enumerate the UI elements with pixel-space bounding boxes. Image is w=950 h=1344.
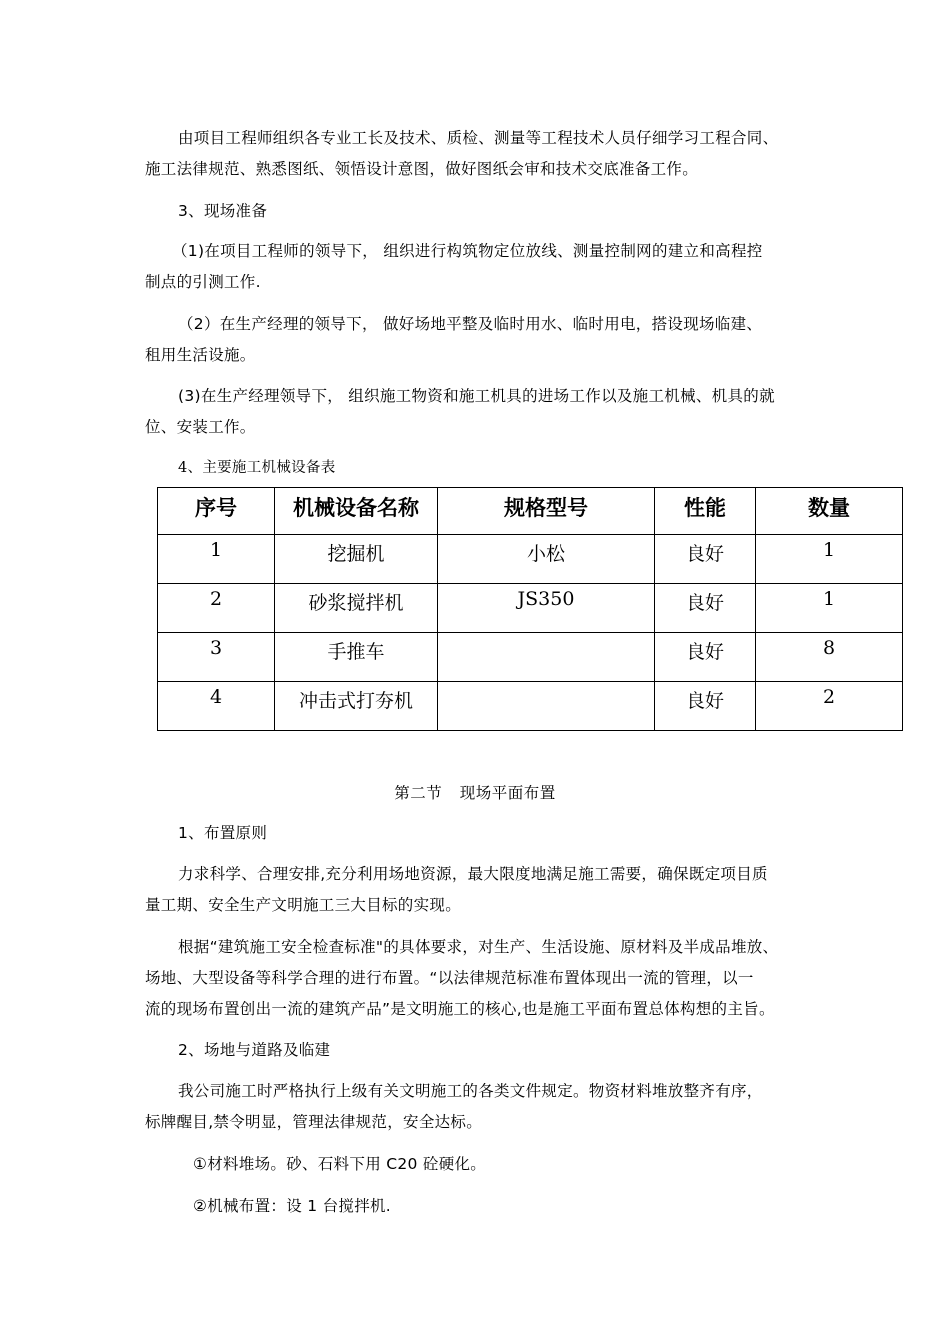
table-cell: 1	[158, 535, 275, 584]
column-header: 数量	[756, 488, 903, 535]
table-cell: 小松	[438, 535, 655, 584]
table-cell: 2	[756, 682, 903, 731]
table-row	[158, 633, 903, 682]
paragraph-line: 由项目工程师组织各专业工长及技术、质检、测量等工程技术人员仔细学习工程合同、	[178, 129, 779, 147]
table-cell	[438, 633, 655, 682]
paragraph-line: 根据“建筑施工安全检查标准"的具体要求，对生产、生活设施、原材料及半成品堆放、	[178, 938, 779, 956]
paragraph-line: 施工法律规范、熟悉图纸、领悟设计意图，做好图纸会审和技术交底准备工作。	[145, 160, 699, 178]
paragraph-line: 制点的引测工作.	[145, 273, 261, 291]
table-header-row	[158, 488, 903, 535]
table-cell: 良好	[655, 633, 756, 682]
table-cell: 4	[158, 682, 275, 731]
paragraph-line: 场地、大型设备等科学合理的进行布置。“以法律规范标准布置体现出一流的管理，以一	[145, 969, 754, 987]
paragraph-line: 租用生活设施。	[145, 346, 256, 364]
table-cell: 2	[158, 584, 275, 633]
table-row	[158, 584, 903, 633]
paragraph-line: 力求科学、合理安排,充分利用场地资源，最大限度地满足施工需要，确保既定项目质	[178, 865, 768, 883]
paragraph-line: 我公司施工时严格执行上级有关文明施工的各类文件规定。物资材料堆放整齐有序，	[178, 1082, 763, 1100]
section-number: 第二节	[394, 784, 443, 802]
paragraph-line: (3)在生产经理领导下， 组织施工物资和施工机具的进场工作以及施工机械、机具的就	[178, 387, 775, 405]
table-cell: 良好	[655, 584, 756, 633]
column-header: 性能	[655, 488, 756, 535]
table-row	[158, 682, 903, 731]
table-cell: 8	[756, 633, 903, 682]
heading-site-preparation: 3、现场准备	[178, 202, 268, 220]
list-item: ②机械布置：设 1 台搅拌机.	[193, 1197, 392, 1215]
heading-site-roads: 2、场地与道路及临建	[178, 1041, 331, 1059]
heading-equipment-table: 4、主要施工机械设备表	[178, 460, 336, 476]
section-title	[0, 781, 950, 803]
table-cell	[438, 682, 655, 731]
table-cell: 良好	[655, 535, 756, 584]
table-row	[158, 535, 903, 584]
paragraph-line: 位、安装工作。	[145, 418, 256, 436]
table-cell: JS350	[438, 584, 655, 633]
table-cell: 手推车	[275, 633, 438, 682]
table-cell: 挖掘机	[275, 535, 438, 584]
paragraph-line: 量工期、安全生产文明施工三大目标的实现。	[145, 896, 462, 914]
paragraph-line: 流的现场布置创出一流的建筑产品”是文明施工的核心,也是施工平面布置总体构想的主旨。	[145, 1000, 775, 1018]
column-header: 规格型号	[438, 488, 655, 535]
paragraph-line: （1)在项目工程师的领导下， 组织进行构筑物定位放线、测量控制网的建立和高程控	[172, 242, 763, 260]
paragraph-line: （2）在生产经理的领导下， 做好场地平整及临时用水、临时用电，搭设现场临建、	[178, 315, 763, 333]
section-name: 现场平面布置	[459, 784, 556, 802]
column-header: 序号	[158, 488, 275, 535]
table-cell: 砂浆搅拌机	[275, 584, 438, 633]
table-cell: 3	[158, 633, 275, 682]
heading-layout-principles: 1、布置原则	[178, 824, 268, 842]
table-cell: 冲击式打夯机	[275, 682, 438, 731]
table-cell: 1	[756, 535, 903, 584]
table-cell: 1	[756, 584, 903, 633]
equipment-table	[157, 487, 903, 731]
list-item: ①材料堆场。砂、石料下用 C20 砼硬化。	[193, 1155, 487, 1173]
column-header: 机械设备名称	[275, 488, 438, 535]
table-cell: 良好	[655, 682, 756, 731]
paragraph-line: 标牌醒目,禁令明显，管理法律规范，安全达标。	[145, 1113, 483, 1131]
